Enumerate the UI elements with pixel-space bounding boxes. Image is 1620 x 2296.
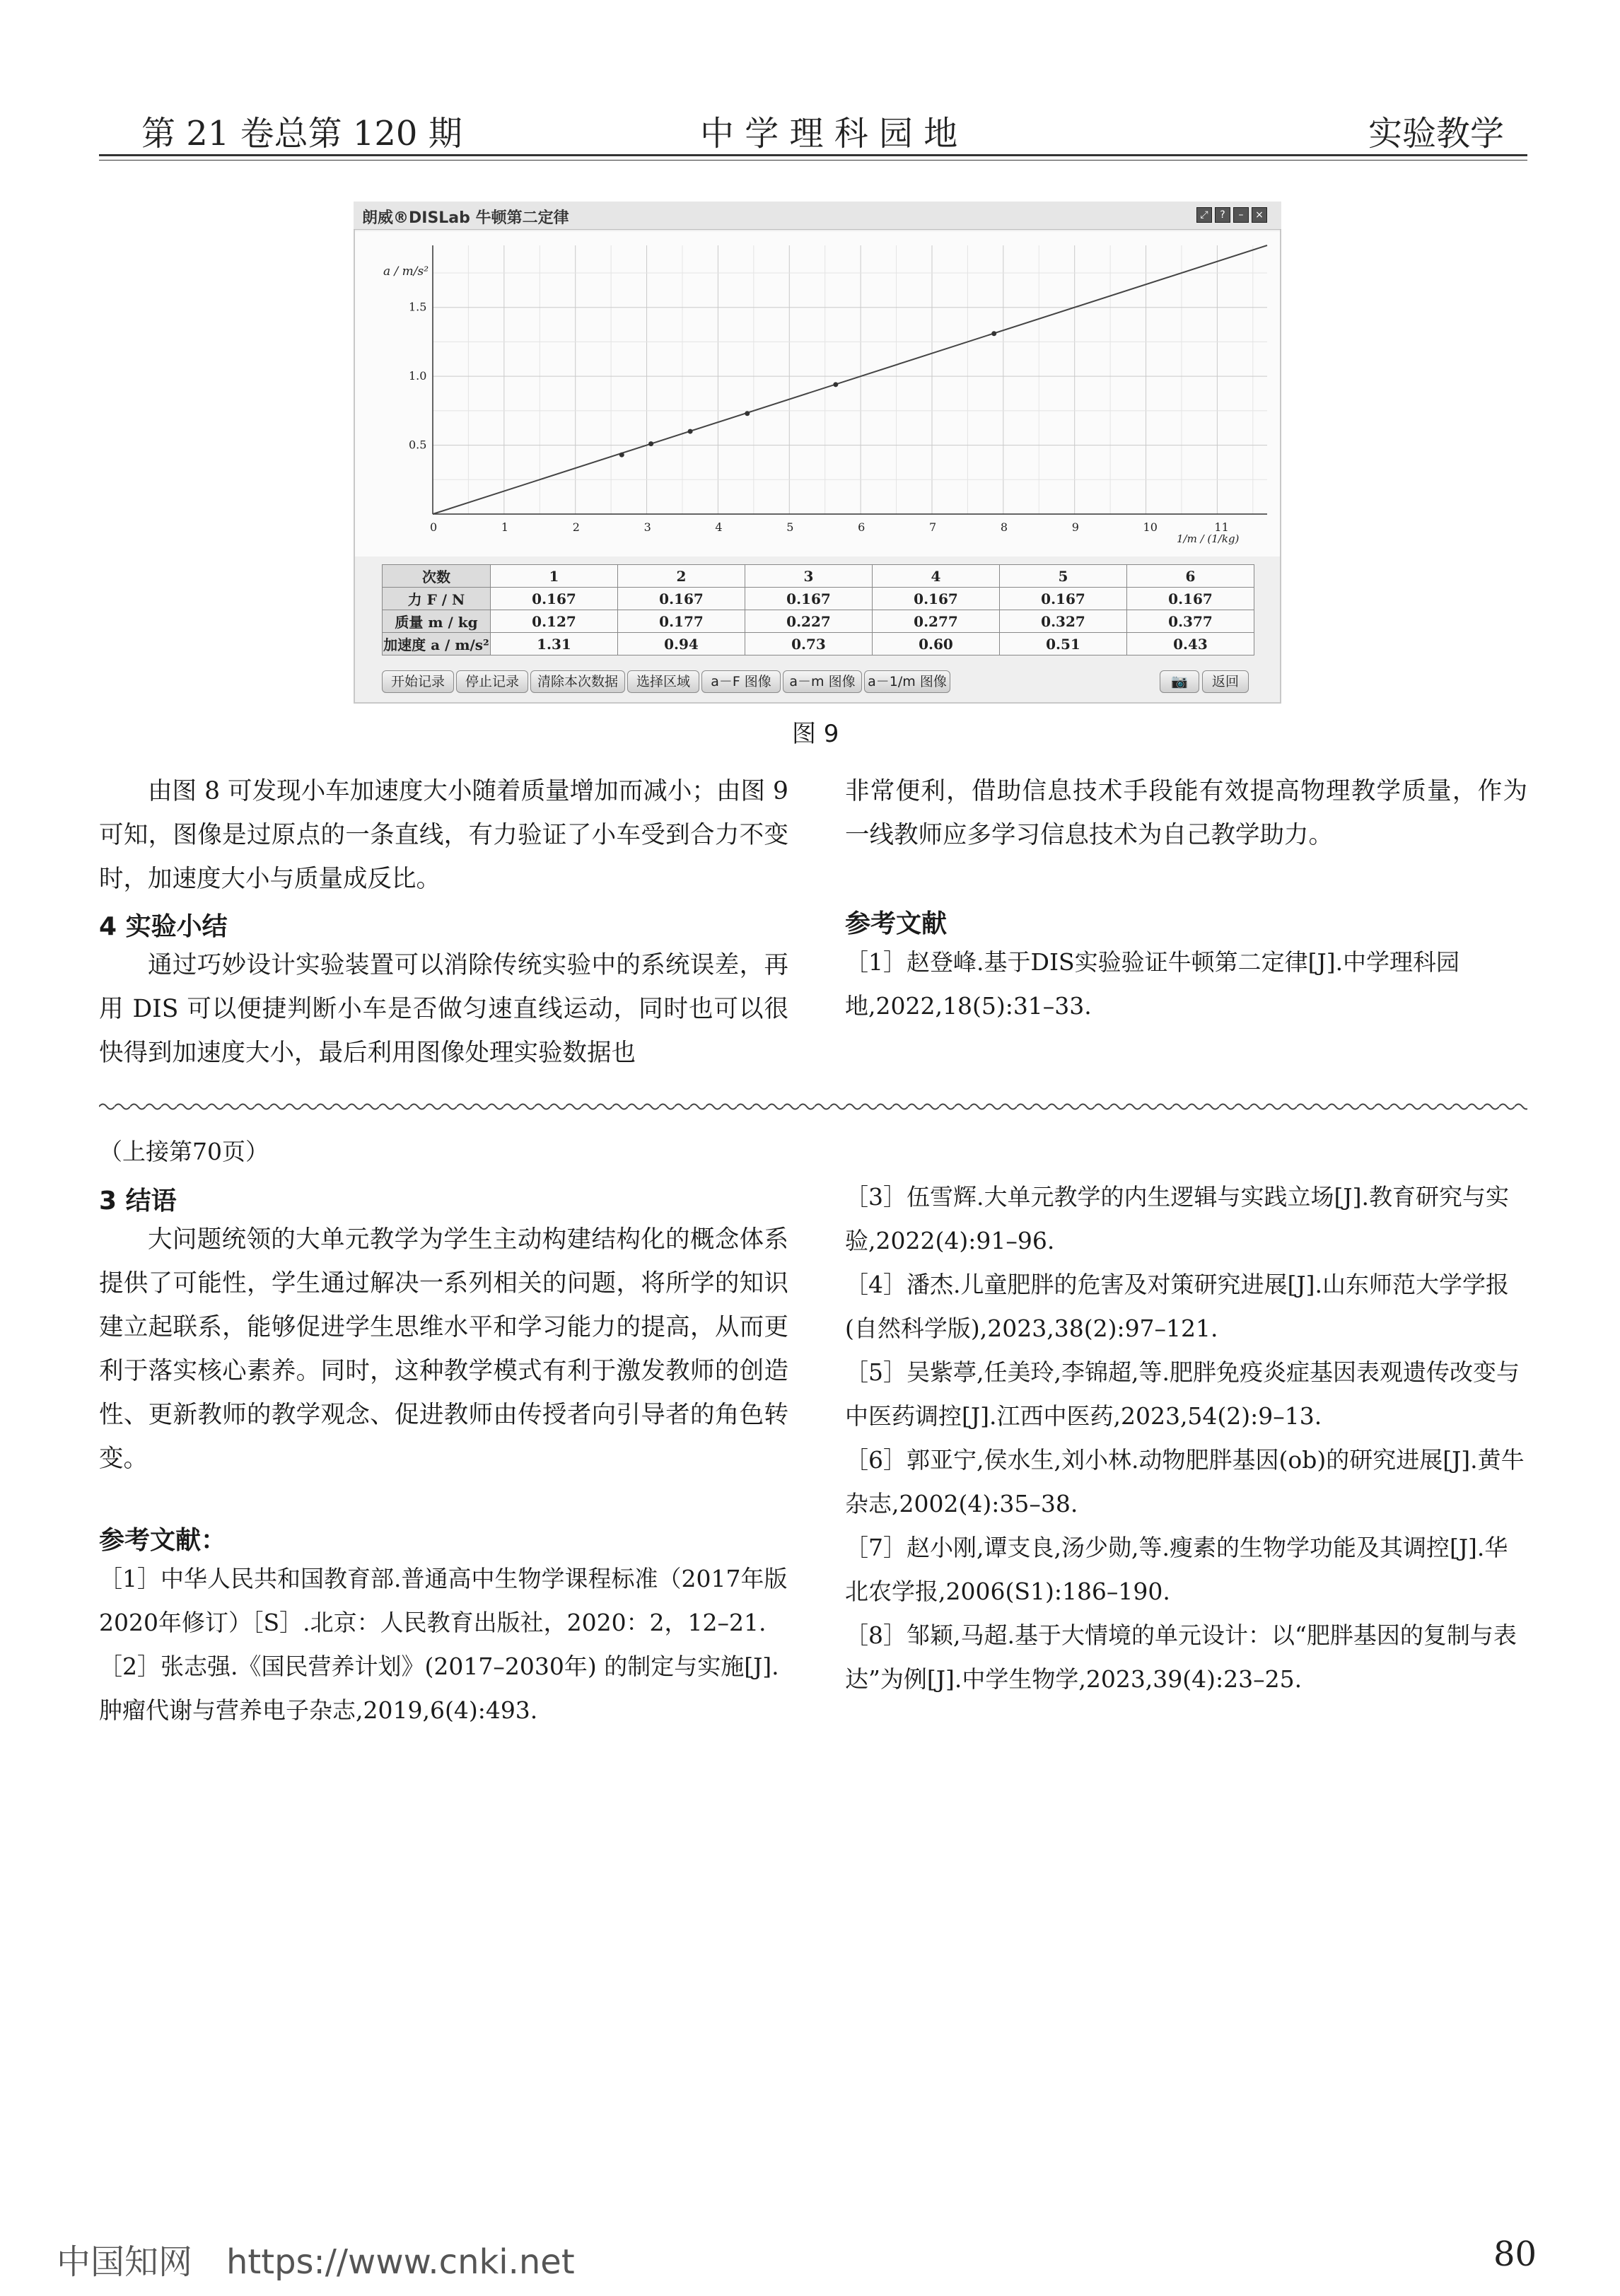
table-cell: 0.167 <box>491 588 618 610</box>
reference-item: ［5］吴紫葶,任美玲,李锦超,等.肥胖免疫炎症基因表观遗传改变与中医药调控[J].江西中医药,2023,54(2):9–13. <box>845 1358 1520 1430</box>
a-f-graph-button[interactable]: a－F 图像 <box>701 670 781 693</box>
x-tick-label: 9 <box>1071 520 1079 534</box>
continued-note: （上接第70页） <box>99 1138 269 1165</box>
refs-heading-upper: 参考文献 <box>845 909 948 938</box>
row-label-mass: 质量 m / kg <box>383 610 491 633</box>
table-cell: 1.31 <box>491 633 618 655</box>
table-cell: 0.94 <box>618 633 745 655</box>
camera-icon[interactable]: 📷 <box>1160 670 1199 693</box>
row-label-accel: 加速度 a / m/s² <box>383 633 491 655</box>
reference-item: ［7］赵小刚,谭支良,汤少勋,等.瘦素的生物学功能及其调控[J].华北农学报,2006(S1):186–190. <box>845 1534 1508 1605</box>
data-point <box>833 382 838 387</box>
reference-item: ［3］伍雪辉.大单元教学的内生逻辑与实践立场[J].教育研究与实验,2022(4):91–96. <box>845 1183 1509 1254</box>
section-name: 实验教学 <box>1368 114 1505 153</box>
reference-item: ［4］潘杰.儿童肥胖的危害及对策研究进展[J].山东师范大学学报(自然科学版),2023,38(2):97–121. <box>845 1271 1509 1342</box>
figure-caption: 图 9 <box>792 720 839 748</box>
cnki-watermark: 中国知网 https://www.cnki.net <box>57 2242 575 2282</box>
data-point <box>688 429 693 434</box>
decorative-divider <box>99 1102 1527 1112</box>
x-tick-label: 8 <box>1000 520 1008 534</box>
reference-item: ［1］赵登峰.基于DIS实验验证牛顿第二定律[J].中学理科园地,2022,18(5):31–33. <box>845 948 1460 1020</box>
y-tick-label: 1.0 <box>409 369 427 383</box>
x-tick-label: 10 <box>1143 520 1158 534</box>
table-cell: 0.167 <box>873 588 1000 610</box>
data-point <box>745 411 750 416</box>
table-col-header: 1 <box>491 565 618 588</box>
section-3-heading: 3 结语 <box>99 1187 177 1216</box>
a-inv-m-graph-button[interactable]: a－1/m 图像 <box>864 670 950 693</box>
y-tick-label: 1.5 <box>409 300 427 314</box>
data-point <box>648 441 653 446</box>
table-row-mass <box>383 610 1254 633</box>
x-tick-label: 2 <box>572 520 580 534</box>
y-axis-label: a / m/s² <box>383 264 429 279</box>
conclusion-para: 大问题统领的大单元教学为学生主动构建结构化的概念体系提供了可能性，学生通过解决一系列相关的问题，将所学的知识建立起联系，能够促进学生思维水平和学习能力的提高，从而更利于落实核心素养。同时，这种教学模式有利于激发教师的创造性、更新教师的教学观念、促进教师由传授者向引导者的角色转变。 <box>99 1225 788 1473</box>
minimize-icon[interactable]: – <box>1233 207 1249 223</box>
x-tick-label: 11 <box>1214 520 1229 534</box>
x-tick-label: 7 <box>928 520 937 534</box>
x-tick-label: 5 <box>786 520 794 534</box>
reference-item: ［8］邹颖,马超.基于大情境的单元设计：以“肥胖基因的复制与表达”为例[J].中学生物学,2023,39(4):23–25. <box>845 1621 1517 1693</box>
table-cell: 0.167 <box>1000 588 1127 610</box>
back-button[interactable]: 返回 <box>1202 670 1249 693</box>
reference-item: ［6］郭亚宁,侯水生,刘小林.动物肥胖基因(ob)的研究进展[J].黄牛杂志,2002(4):35–38. <box>845 1446 1525 1517</box>
table-cell: 0.167 <box>1127 588 1254 610</box>
a-m-graph-button[interactable]: a－m 图像 <box>783 670 862 693</box>
table-row-header <box>383 565 1254 588</box>
table-row-force <box>383 588 1254 610</box>
table-row-accel <box>383 633 1254 655</box>
reference-item: ［2］张志强.《国民营养计划》(2017–2030年) 的制定与实施[J].肿瘤代谢与营养电子杂志,2019,6(4):493. <box>99 1653 779 1724</box>
row-label-force: 力 F / N <box>383 588 491 610</box>
select-region-button[interactable]: 选择区域 <box>627 670 699 693</box>
table-cell: 0.377 <box>1127 610 1254 633</box>
right-para-1: 非常便利，借助信息技术手段能有效提高物理教学质量，作为一线教师应多学习信息技术为自己教学助力。 <box>845 777 1527 849</box>
header-rule-thin <box>99 160 1527 161</box>
close-icon[interactable]: × <box>1252 207 1267 223</box>
window-titlebar <box>354 202 1281 230</box>
table-cell: 0.177 <box>618 610 745 633</box>
clear-data-button[interactable]: 清除本次数据 <box>530 670 625 693</box>
table-col-header: 5 <box>1000 565 1127 588</box>
x-axis-label: 1/m / (1/kg) <box>1177 532 1240 545</box>
table-col-header: 2 <box>618 565 745 588</box>
page-number: 80 <box>1493 2234 1537 2274</box>
journal-title: 中 学 理 科 园 地 <box>700 114 958 153</box>
refs-right-list <box>845 1175 1527 1701</box>
table-cell: 0.127 <box>491 610 618 633</box>
table-cell: 0.73 <box>745 633 873 655</box>
table-cell: 0.277 <box>873 610 1000 633</box>
table-header-label: 次数 <box>383 565 491 588</box>
x-tick-label: 0 <box>430 520 438 534</box>
left-para-1: 由图 8 可发现小车加速度大小随着质量增加而减小；由图 9 可知，图像是过原点的一条直线，有力验证了小车受到合力不变时，加速度大小与质量成反比。 <box>99 777 788 893</box>
left-para-2: 通过巧妙设计实验装置可以消除传统实验中的系统误差，再用 DIS 可以便捷判断小车是否做匀速直线运动，同时也可以很快得到加速度大小，最后利用图像处理实验数据也 <box>99 951 788 1067</box>
table-col-header: 3 <box>745 565 873 588</box>
table-cell: 0.227 <box>745 610 873 633</box>
stop-record-button[interactable]: 停止记录 <box>456 670 528 693</box>
help-icon[interactable]: ? <box>1215 207 1230 223</box>
refs-left-list <box>99 1557 788 1732</box>
window-title: 朗威®DISLab 牛顿第二定律 <box>362 209 569 227</box>
maximize-icon[interactable]: ⤢ <box>1196 207 1212 223</box>
table-cell: 0.167 <box>745 588 873 610</box>
y-tick-label: 0.5 <box>409 438 427 452</box>
section-4-heading: 4 实验小结 <box>99 912 228 941</box>
issue-info: 第 21 卷总第 120 期 <box>141 114 462 153</box>
table-cell: 0.51 <box>1000 633 1127 655</box>
data-point <box>991 331 996 336</box>
x-tick-label: 1 <box>501 520 509 534</box>
table-col-header: 4 <box>873 565 1000 588</box>
table-cell: 0.43 <box>1127 633 1254 655</box>
chart <box>355 231 1280 556</box>
refs-heading-lower: 参考文献： <box>99 1526 227 1555</box>
table-cell: 0.167 <box>618 588 745 610</box>
reference-item: ［1］中华人民共和国教育部.普通高中生物学课程标准（2017年版2020年修订）［S］.北京：人民教育出版社，2020：2，12–21. <box>99 1565 788 1636</box>
data-table <box>382 564 1254 655</box>
table-col-header: 6 <box>1127 565 1254 588</box>
data-point <box>619 453 624 458</box>
x-tick-label: 3 <box>643 520 651 534</box>
table-cell: 0.327 <box>1000 610 1127 633</box>
x-tick-label: 6 <box>858 520 866 534</box>
start-record-button[interactable]: 开始记录 <box>382 670 454 693</box>
table-cell: 0.60 <box>873 633 1000 655</box>
x-tick-label: 4 <box>715 520 723 534</box>
header-rule <box>99 154 1527 156</box>
